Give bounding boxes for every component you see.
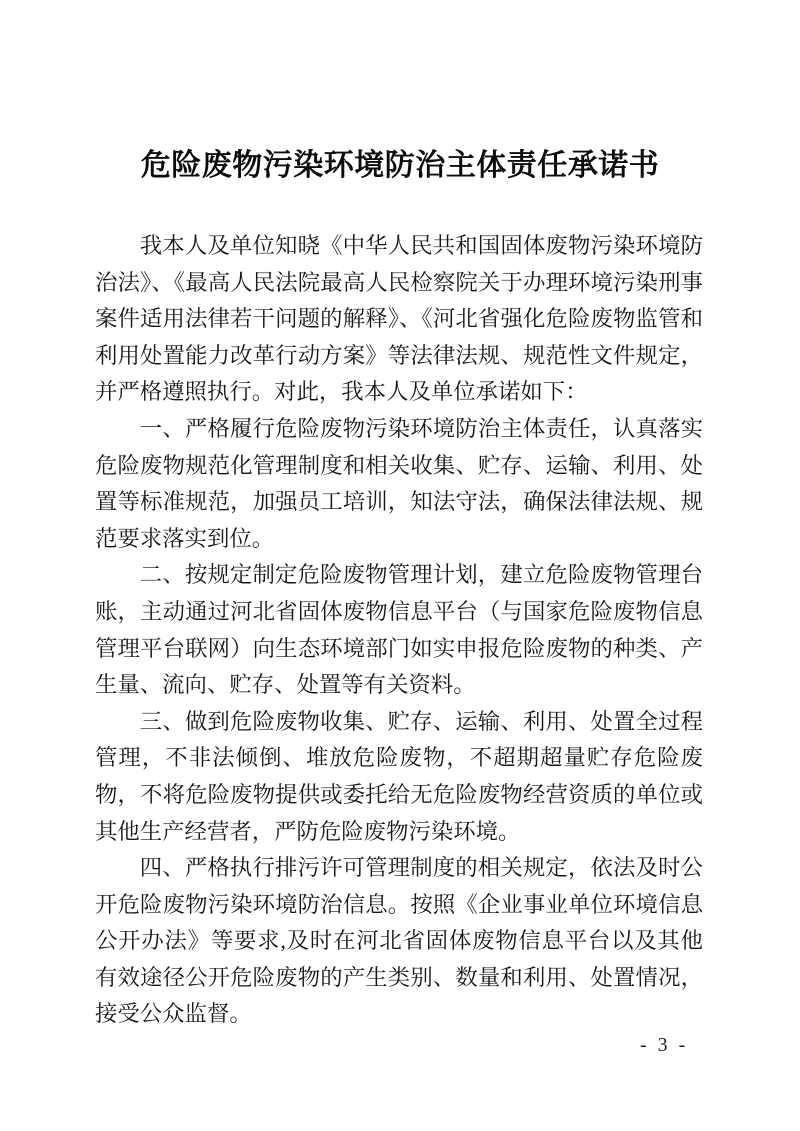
paragraph-item-4: 四、严格执行排污许可管理制度的相关规定，依法及时公开危险废物污染环境防治信息。按照《企业事业单位环境信息公开办法》等要求,及时在河北省固体废物信息平台以及其他有效途径公开危险废物的产生类别、数量和利用、处置情况，接受公众监督。 (95, 855, 703, 1027)
paragraph-item-1: 一、严格履行危险废物污染环境防治主体责任，认真落实危险废物规范化管理制度和相关收集、贮存、运输、利用、处置等标准规范，加强员工培训，知法守法，确保法律法规、规范要求落实到位。 (95, 415, 703, 551)
paragraph-intro: 我本人及单位知晓《中华人民共和国固体废物污染环境防治法》、《最高人民法院最高人民检察院关于办理环境污染刑事案件适用法律若干问题的解释》、《河北省强化危险废物监管和利用处置能力改革行动方案》等法律法规、规范性文件规定，并严格遵照执行。对此，我本人及单位承诺如下： (95, 233, 703, 405)
paragraph-item-3: 三、做到危险废物收集、贮存、运输、利用、处置全过程管理，不非法倾倒、堆放危险废物，不超期超量贮存危险废物，不将危险废物提供或委托给无危险废物经营资质的单位或其他生产经营者，严防危险废物污染环境。 (95, 708, 703, 844)
document-body (95, 228, 703, 1033)
page-number: - 3 - (640, 1034, 689, 1056)
paragraph-item-2: 二、按规定制定危险废物管理计划，建立危险废物管理台账，主动通过河北省固体废物信息平台（与国家危险废物信息管理平台联网）向生态环境部门如实申报危险废物的种类、产生量、流向、贮存、处置等有关资料。 (95, 562, 703, 698)
page-title: 危险废物污染环境防治主体责任承诺书 (140, 149, 660, 182)
